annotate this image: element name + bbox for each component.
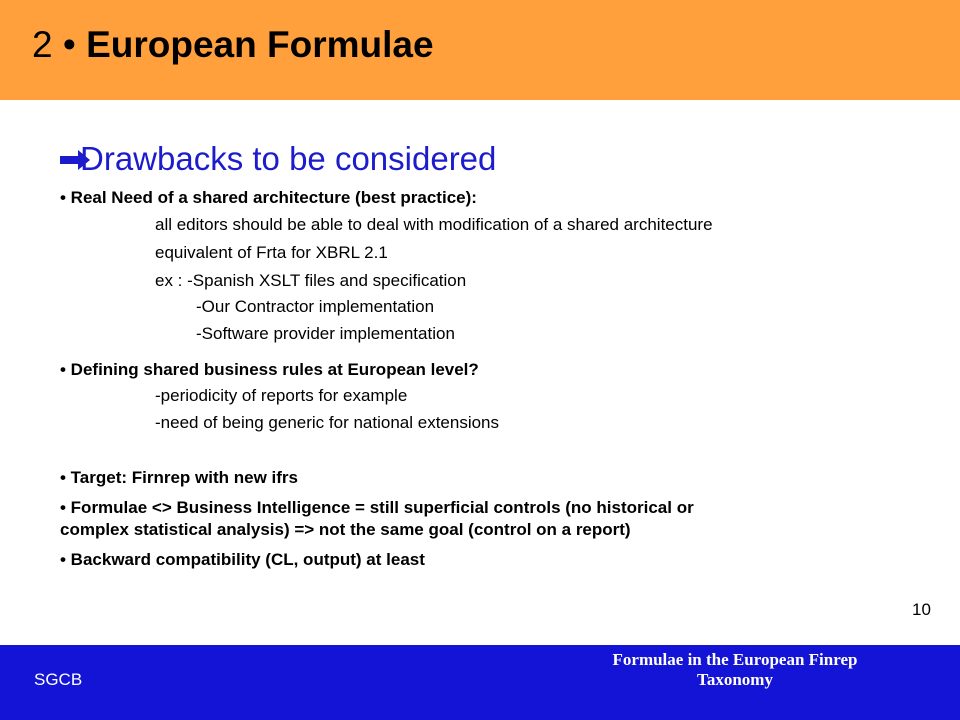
sub-item-editors: all editors should be able to deal with modification of a shared architecture	[155, 215, 713, 234]
bullet-backward-compatibility: • Backward compatibility (CL, output) at least	[60, 550, 425, 569]
bullet-formulae-bi: • Formulae <> Business Intelligence = still superficial controls (no historical or	[60, 498, 694, 517]
footer-title-line-1: Formulae in the European Finrep	[612, 650, 858, 669]
sub-item-software-provider: -Software provider implementation	[196, 324, 455, 343]
slide-title	[32, 24, 434, 66]
bullet-target: • Target: Firnrep with new ifrs	[60, 468, 298, 487]
bullet-formulae-bi-continued: complex statistical analysis) => not the same goal (control on a report)	[60, 520, 631, 539]
sub-item-frta: equivalent of Frta for XBRL 2.1	[155, 243, 388, 262]
sub-item-contractor: -Our Contractor implementation	[196, 297, 435, 316]
footer-presentation-title	[605, 650, 865, 690]
sub-item-periodicity: -periodicity of reports for example	[155, 386, 408, 405]
bullet-business-rules: • Defining shared business rules at European level?	[60, 360, 479, 379]
slide-number: 2 •	[32, 24, 87, 65]
page-number: 10	[912, 600, 931, 619]
sub-item-generic: -need of being generic for national extensions	[155, 413, 500, 432]
sub-item-spanish-xslt: ex : -Spanish XSLT files and specification	[155, 271, 467, 290]
bullet-shared-architecture: • Real Need of a shared architecture (best practice):	[60, 188, 477, 207]
slide-title-text: European Formulae	[86, 24, 434, 65]
section-heading: Drawbacks to be considered	[80, 140, 497, 177]
footer-organization: SGCB	[34, 670, 83, 689]
footer-title-line-2: Taxonomy	[697, 670, 773, 689]
